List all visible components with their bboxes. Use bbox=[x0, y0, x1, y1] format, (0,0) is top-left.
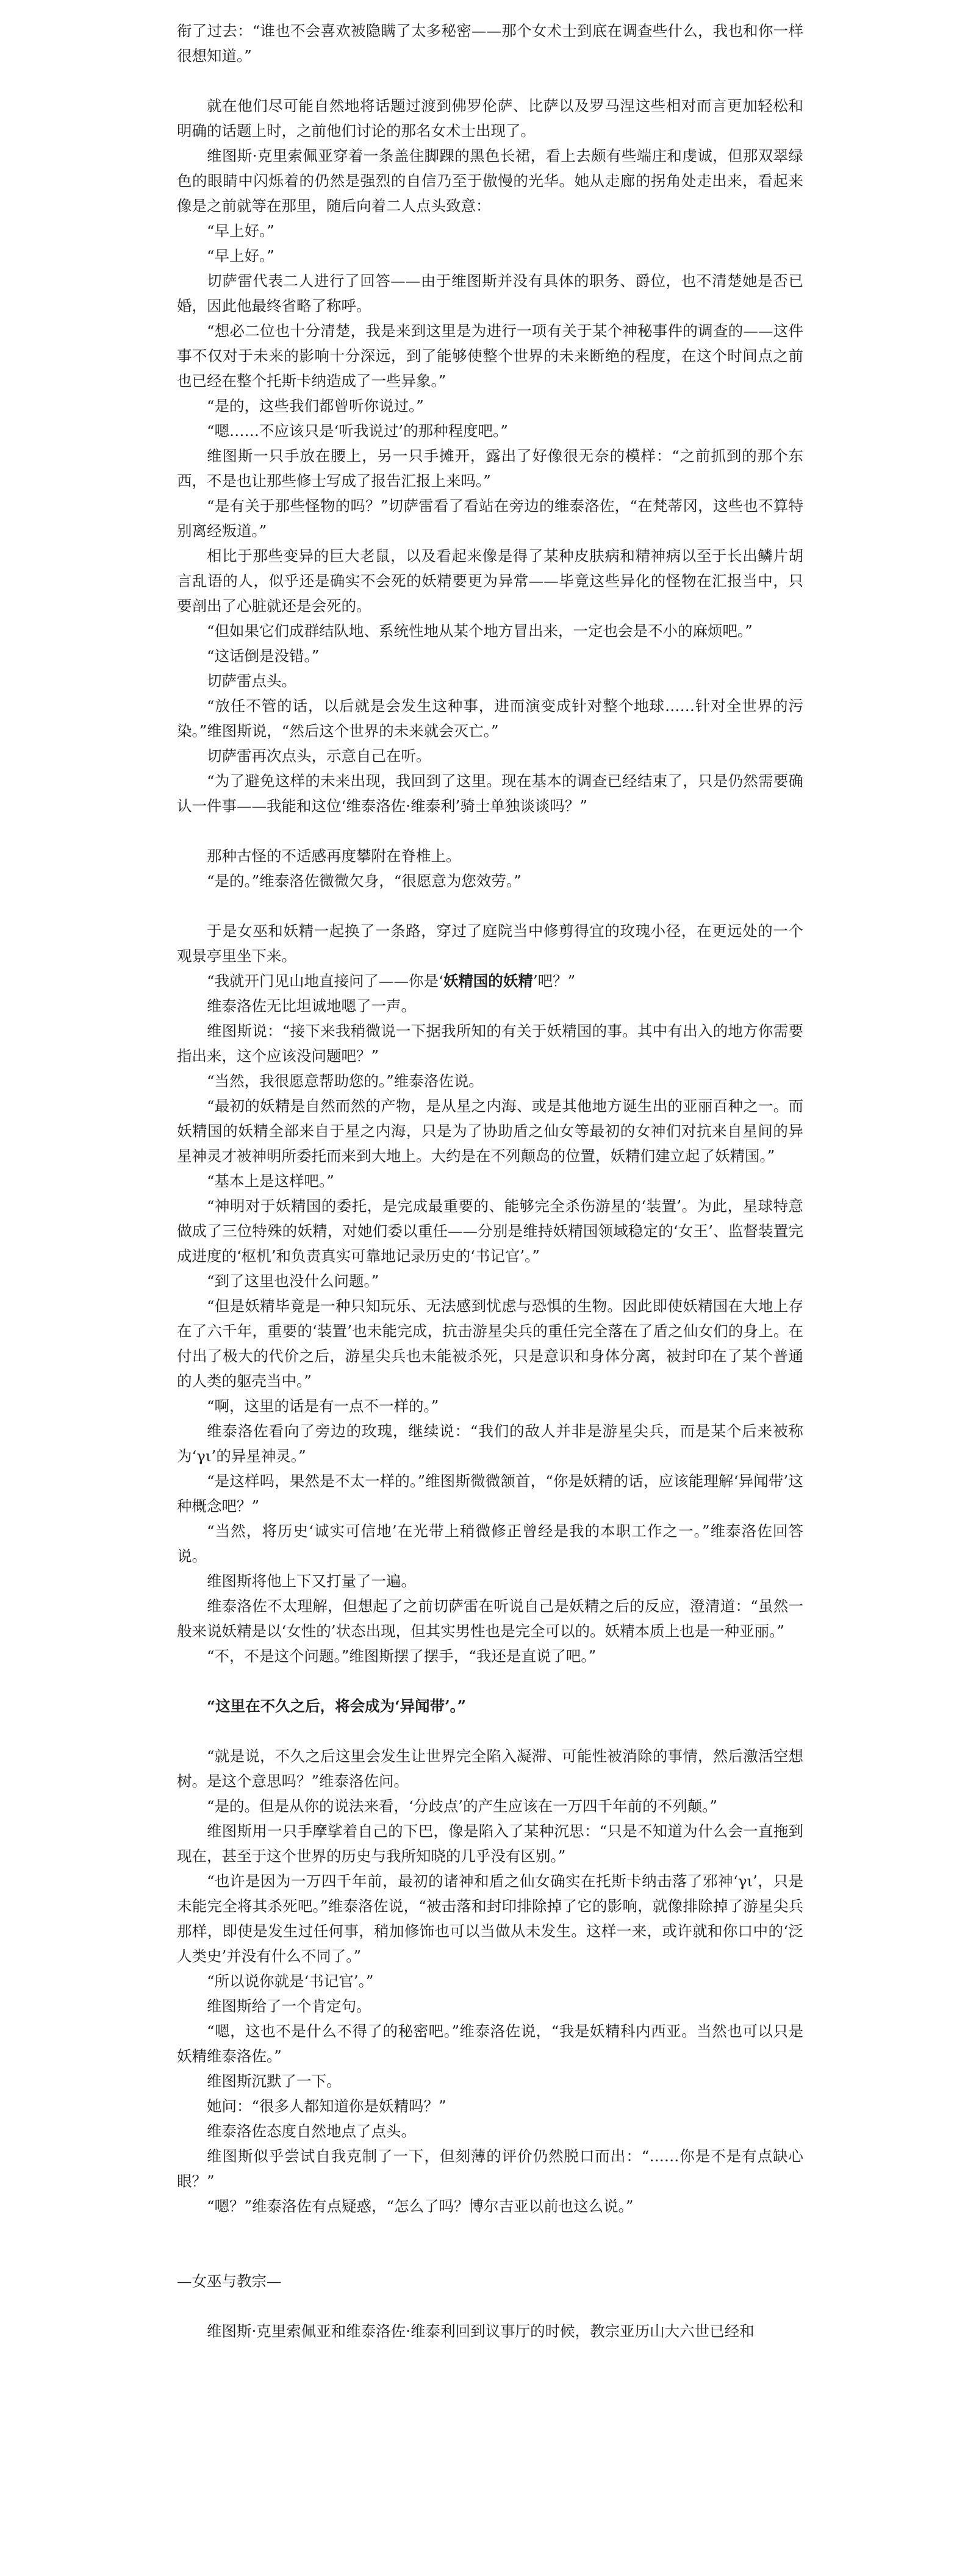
paragraph: “神明对于妖精国的委托，是完成最重要的、能够完全杀伤游星的‘装置’。为此，星球特意做成了三位特殊的妖精，对她们委以重任——分别是维持妖精国领域稳定的‘女王’、监督装置完成进度的‘枢机’和负责真实可靠地记录历史的‘书记官’。” bbox=[177, 1197, 803, 1265]
paragraph-gap bbox=[177, 2294, 803, 2319]
paragraph: 维泰洛佐不太理解，但想起了之前切萨雷在听说自己是妖精之后的反应，澄清道：“虽然一般来说妖精是以‘女性的’状态出现，但其实男性也是完全可以的。妖精本质上也是一种亚丽。” bbox=[177, 1597, 803, 1640]
paragraph-gap bbox=[177, 893, 803, 918]
paragraph: “是的。但是从你的说法来看，‘分歧点’的产生应该在一万四千年前的不列颠。” bbox=[207, 1797, 717, 1815]
paragraph: 切萨雷代表二人进行了回答——由于维图斯并没有具体的职务、爵位，也不清楚她是否已婚，因此他最终省略了称呼。 bbox=[177, 272, 803, 315]
paragraph: 维泰洛佐看向了旁边的玫瑰，继续说：“我们的敌人并非是游星尖兵，而是某个后来被称为‘γι’的异星神灵。” bbox=[177, 1422, 803, 1465]
paragraph: “当然，我很愿意帮助您的。”维泰洛佐说。 bbox=[207, 1072, 484, 1090]
paragraph: 切萨雷点头。 bbox=[207, 672, 296, 690]
paragraph-gap bbox=[177, 2219, 803, 2269]
paragraph: 维图斯似乎尝试自我克制了一下，但刻薄的评价仍然脱口而出：“……你是不是有点缺心眼？” bbox=[177, 2147, 803, 2190]
paragraph: 切萨雷再次点头，示意自己在听。 bbox=[207, 747, 431, 765]
paragraph: “这话倒是没错。” bbox=[207, 647, 320, 665]
paragraph: 维图斯给了一个肯定句。 bbox=[207, 1997, 371, 2015]
paragraph: 维图斯一只手放在腰上，另一只手摊开，露出了好像很无奈的模样：“之前抓到的那个东西，不是也让那些修士写成了报告汇报上来吗。” bbox=[177, 447, 803, 490]
paragraph: “早上好。” bbox=[207, 222, 274, 240]
paragraph: “是的。”维泰洛佐微微欠身，“很愿意为您效劳。” bbox=[207, 872, 522, 890]
paragraph: “嗯？”维泰洛佐有点疑惑，“怎么了吗？博尔吉亚以前也这么说。” bbox=[207, 2197, 634, 2215]
paragraph: “这里在不久之后，将会成为‘异闻带’。” bbox=[207, 1697, 466, 1715]
paragraph: 维图斯沉默了一下。 bbox=[207, 2072, 342, 2090]
emphasis-text: 妖精国的妖精 bbox=[443, 972, 533, 990]
paragraph: “当然，将历史‘诚实可信地’在光带上稍微修正曾经是我的本职工作之一。”维泰洛佐回答说。 bbox=[177, 1522, 803, 1565]
paragraph: “到了这里也没什么问题。” bbox=[207, 1272, 379, 1290]
paragraph-gap bbox=[177, 1669, 803, 1694]
section-heading: —女巫与教宗— bbox=[177, 2272, 282, 2290]
paragraph: 维图斯用一只手摩挲着自己的下巴，像是陷入了某种沉思：“只是不知道为什么会一直拖到现在，甚至于这个世界的历史与我所知晓的几乎没有区别。” bbox=[177, 1822, 803, 1865]
paragraph: 维图斯·克里索佩亚和维泰洛佐·维泰利回到议事厅的时候，教宗亚历山大六世已经和 bbox=[207, 2322, 755, 2340]
paragraph: 维图斯·克里索佩亚穿着一条盖住脚踝的黑色长裙，看上去颇有些端庄和虔诚，但那双翠绿色的眼睛中闪烁着的仍然是强烈的自信乃至于傲慢的光华。她从走廊的拐角处走出来，看起来像是之前就等在那里，随后向着二人点头致意： bbox=[177, 147, 803, 215]
paragraph: 就在他们尽可能自然地将话题过渡到佛罗伦萨、比萨以及罗马涅这些相对而言更加轻松和明确的话题上时，之前他们讨论的那名女术士出现了。 bbox=[177, 97, 803, 140]
paragraph: 她问：“很多人都知道你是妖精吗？” bbox=[207, 2097, 446, 2115]
paragraph: “所以说你就是‘书记官’。” bbox=[207, 1972, 374, 1990]
paragraph: “也许是因为一万四千年前，最初的诸神和盾之仙女确实在托斯卡纳击落了邪神‘γι’，只是未能完全将其杀死吧。”维泰洛佐说，“被击落和封印排除掉了它的影响，就像排除掉了游星尖兵那样，即使是发生过任何事，稍加修饰也可以当做从未发生。这样一来，或许就和你口中的‘泛人类史’并没有什么不同了。” bbox=[177, 1872, 803, 1965]
paragraph: “是有关于那些怪物的吗？”切萨雷看了看站在旁边的维泰洛佐，“在梵蒂冈，这些也不算特别离经叛道。” bbox=[177, 497, 803, 540]
paragraph: 于是女巫和妖精一起换了一条路，穿过了庭院当中修剪得宜的玫瑰小径，在更远处的一个观景亭里坐下来。 bbox=[177, 922, 803, 965]
paragraph: “是的，这些我们都曾听你说过。” bbox=[207, 397, 424, 415]
paragraph: “啊，这里的话是有一点不一样的。” bbox=[207, 1397, 439, 1415]
paragraph: “但是妖精毕竟是一种只知玩乐、无法感到忧虑与恐惧的生物。因此即使妖精国在大地上存在了六千年，重要的‘装置’也未能完成，抗击游星尖兵的重任完全落在了盾之仙女们的身上。在付出了极大的代价之后，游星尖兵也未能被杀死，只是意识和身体分离，被封印在了某个普通的人类的躯壳当中。” bbox=[177, 1297, 803, 1390]
paragraph: “最初的妖精是自然而然的产物，是从星之内海、或是其他地方诞生出的亚丽百种之一。而妖精国的妖精全部来自于星之内海，只是为了协助盾之仙女等最初的女神们对抗来自星间的异星神灵才被神明所委托而来到大地上。大约是在不列颠岛的位置，妖精们建立起了妖精国。” bbox=[177, 1097, 803, 1165]
paragraph: “放任不管的话，以后就是会发生这种事，进而演变成针对整个地球……针对全世界的污染。”维图斯说，“然后这个世界的未来就会灭亡。” bbox=[177, 697, 803, 740]
paragraph: “想必二位也十分清楚，我是来到这里是为进行一项有关于某个神秘事件的调查的——这件事不仅对于未来的影响十分深远，到了能够使整个世界的未来断绝的程度，在这个时间点之前也已经在整个托斯卡纳造成了一些异象。” bbox=[177, 322, 803, 390]
paragraph: “是这样吗，果然是不太一样的。”维图斯微微颔首，“你是妖精的话，应该能理解‘异闻带’这种概念吧？” bbox=[177, 1472, 803, 1515]
paragraph: 维泰洛佐态度自然地点了点头。 bbox=[207, 2122, 416, 2140]
paragraph-gap bbox=[177, 818, 803, 843]
paragraph: “嗯……不应该只是‘听我说过’的那种程度吧。” bbox=[207, 422, 508, 440]
paragraph: “基本上是这样吧。” bbox=[207, 1172, 334, 1190]
paragraph: “我就开门见山地直接问了——你是‘妖精国的妖精’吧？” bbox=[207, 972, 576, 990]
paragraph: “就是说，不久之后这里会发生让世界完全陷入凝滞、可能性被消除的事情，然后激活空想树。是这个意思吗？”维泰洛佐问。 bbox=[177, 1747, 803, 1790]
paragraph: 维泰洛佐无比坦诚地嗯了一声。 bbox=[207, 997, 416, 1015]
paragraph-gap bbox=[177, 68, 803, 93]
paragraph: “不，不是这个问题。”维图斯摆了摆手，“我还是直说了吧。” bbox=[207, 1647, 597, 1665]
paragraph: 衔了过去：“谁也不会喜欢被隐瞒了太多秘密——那个女术士到底在调查些什么，我也和你一样很想知道。” bbox=[177, 22, 803, 65]
paragraph: “为了避免这样的未来出现，我回到了这里。现在基本的调查已经结束了，只是仍然需要确认一件事——我能和这位‘维泰洛佐·维泰利’骑士单独谈谈吗？” bbox=[177, 772, 803, 815]
paragraph: 那种古怪的不适感再度攀附在脊椎上。 bbox=[207, 847, 461, 865]
paragraph: “嗯，这也不是什么不得了的秘密吧。”维泰洛佐说，“我是妖精科内西亚。当然也可以只是妖精维泰洛佐。” bbox=[177, 2022, 803, 2065]
paragraph: “但如果它们成群结队地、系统性地从某个地方冒出来，一定也会是不小的麻烦吧。” bbox=[207, 622, 753, 640]
paragraph: 维图斯将他上下又打量了一遍。 bbox=[207, 1572, 416, 1590]
paragraph: “早上好。” bbox=[207, 247, 274, 265]
paragraph: 相比于那些变异的巨大老鼠，以及看起来像是得了某种皮肤病和精神病以至于长出鳞片胡言乱语的人，似乎还是确实不会死的妖精要更为异常——毕竟这些异化的怪物在汇报当中，只要剖出了心脏就还是会死的。 bbox=[177, 547, 803, 615]
paragraph: 维图斯说：“接下来我稍微说一下据我所知的有关于妖精国的事。其中有出入的地方你需要指出来，这个应该没问题吧？” bbox=[177, 1022, 803, 1065]
paragraph-gap bbox=[177, 1719, 803, 1744]
